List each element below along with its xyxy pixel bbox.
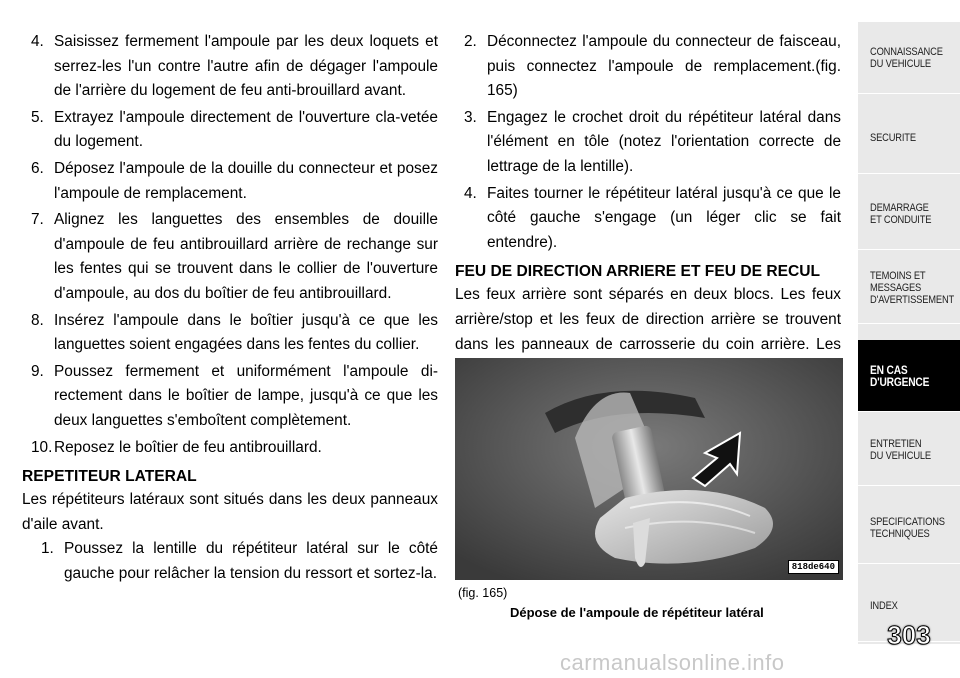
step-number: 9.: [31, 362, 44, 380]
left-step-list: [22, 30, 438, 460]
right-column: [455, 30, 841, 382]
sidebar-tab[interactable]: [858, 492, 960, 564]
section-heading-repetiteur: REPETITEUR LATERAL: [22, 468, 197, 486]
chapter-sidebar: [858, 22, 960, 644]
step-text: Reposez le boîtier de feu antibrouillard.: [54, 438, 322, 456]
figure-label: (fig. 165): [458, 586, 508, 600]
sidebar-tab-label: INDEX: [870, 599, 898, 612]
feu-paragraph: Les feux arrière sont séparés en deux blocs. Les feux arrière/stop et les feux de direction arrière se trouvent dans les panneaux de carrosserie du coin arrière. Les: [455, 286, 841, 353]
step-item: [455, 30, 841, 104]
sidebar-tab-label: CONNAISSANCE DU VEHICULE: [870, 45, 943, 70]
left-column: [22, 30, 438, 588]
step-item: [22, 106, 438, 155]
page-number: 303: [887, 620, 931, 650]
step-item: [22, 208, 438, 306]
step-text: Insérez l'ampoule dans le boîtier jusqu'à ce que les languettes soient engagées dans les fentes du collier.: [54, 311, 438, 354]
step-item: [455, 182, 841, 256]
step-item: [22, 436, 438, 461]
sidebar-tab-label: SECURITE: [870, 131, 916, 144]
step-item: [22, 30, 438, 104]
step-text: Engagez le crochet droit du répétiteur latéral dans l'élément en tôle (notez l'orientation correcte de lettrage de la lentille).: [487, 108, 841, 175]
step-item: [455, 106, 841, 180]
step-text: Déposez l'ampoule de la douille du connecteur et posez l'ampoule de remplacement.: [54, 159, 438, 202]
step-text: Extrayez l'ampoule directement de l'ouverture cla-vetée du logement.: [54, 108, 438, 151]
step-item: [22, 537, 438, 586]
figure-code: 818de640: [788, 560, 839, 574]
watermark: carmanualsonline.info: [560, 650, 785, 675]
step-text: Saisissez fermement l'ampoule par les deux loquets et serrez-les l'un contre l'autre afin de dégager l'ampoule de l'arrière du logement de feu anti-brouillard avant.: [54, 33, 438, 100]
sidebar-tab[interactable]: [858, 22, 960, 94]
sidebar-tab[interactable]: [858, 414, 960, 486]
sidebar-tab-label: ENTRETIEN DU VEHICULE: [870, 437, 932, 462]
sidebar-tab-label: SPECIFICATIONS TECHNIQUES: [870, 515, 945, 540]
step-number: 8.: [31, 311, 44, 329]
step-text: Faites tourner le répétiteur latéral jusqu'à ce que le côté gauche s'engage (un léger clic se fait entendre).: [487, 184, 841, 251]
intro-paragraph: Les répétiteurs latéraux sont situés dans les deux panneaux d'aile avant.: [22, 491, 438, 533]
step-number: 2.: [464, 33, 477, 50]
step-item: [22, 309, 438, 358]
step-number: 1.: [41, 540, 54, 558]
sidebar-tab-label: TEMOINS ET MESSAGES D'AVERTISSEMENT: [870, 269, 955, 306]
step-number: 5.: [31, 108, 44, 126]
sidebar-tab-label: DEMARRAGE ET CONDUITE: [870, 201, 932, 226]
figure-caption: Dépose de l'ampoule de répétiteur latéral: [510, 605, 764, 620]
right-step-list: [455, 30, 841, 255]
sidebar-tab[interactable]: [858, 178, 960, 250]
step-text: Déconnectez l'ampoule du connecteur de faisceau, puis connectez l'ampoule de remplacement.(fig. 165): [487, 33, 841, 100]
step-item: [22, 360, 438, 434]
sidebar-tab[interactable]: [858, 340, 960, 412]
step-number: 4.: [31, 33, 44, 50]
step-number: 7.: [31, 211, 44, 229]
sidebar-tab[interactable]: [858, 252, 960, 324]
step-number: 10.: [31, 438, 53, 456]
figure-photo: [455, 358, 843, 580]
step-text: Alignez les languettes des ensembles de douille d'ampoule de feu antibrouillard arrière de rechange sur les fentes qui se trouvent dans le collier de l'ouverture d'ampoule, au dos du boîtier de feu antibrouillard.: [54, 211, 438, 302]
sidebar-tab-label: EN CAS D'URGENCE: [870, 362, 930, 389]
step-number: 4.: [464, 184, 477, 202]
sidebar-tab[interactable]: [858, 102, 960, 174]
step-item: [22, 157, 438, 206]
step-text: Poussez la lentille du répétiteur latéral sur le côté gauche pour relâcher la tension du ressort et sortez-la.: [64, 540, 438, 582]
step-number: 6.: [31, 159, 44, 177]
step-number: 3.: [464, 108, 477, 126]
bulb-illustration: [455, 358, 843, 580]
step-text: Poussez fermement et uniformément l'ampoule di-rectement dans le boîtier de lampe, jusqu'à ce que les deux languettes s'emboîtent complètement.: [54, 362, 438, 429]
section-heading-feu-direction: FEU DE DIRECTION ARRIERE ET FEU DE RECUL: [455, 263, 821, 281]
